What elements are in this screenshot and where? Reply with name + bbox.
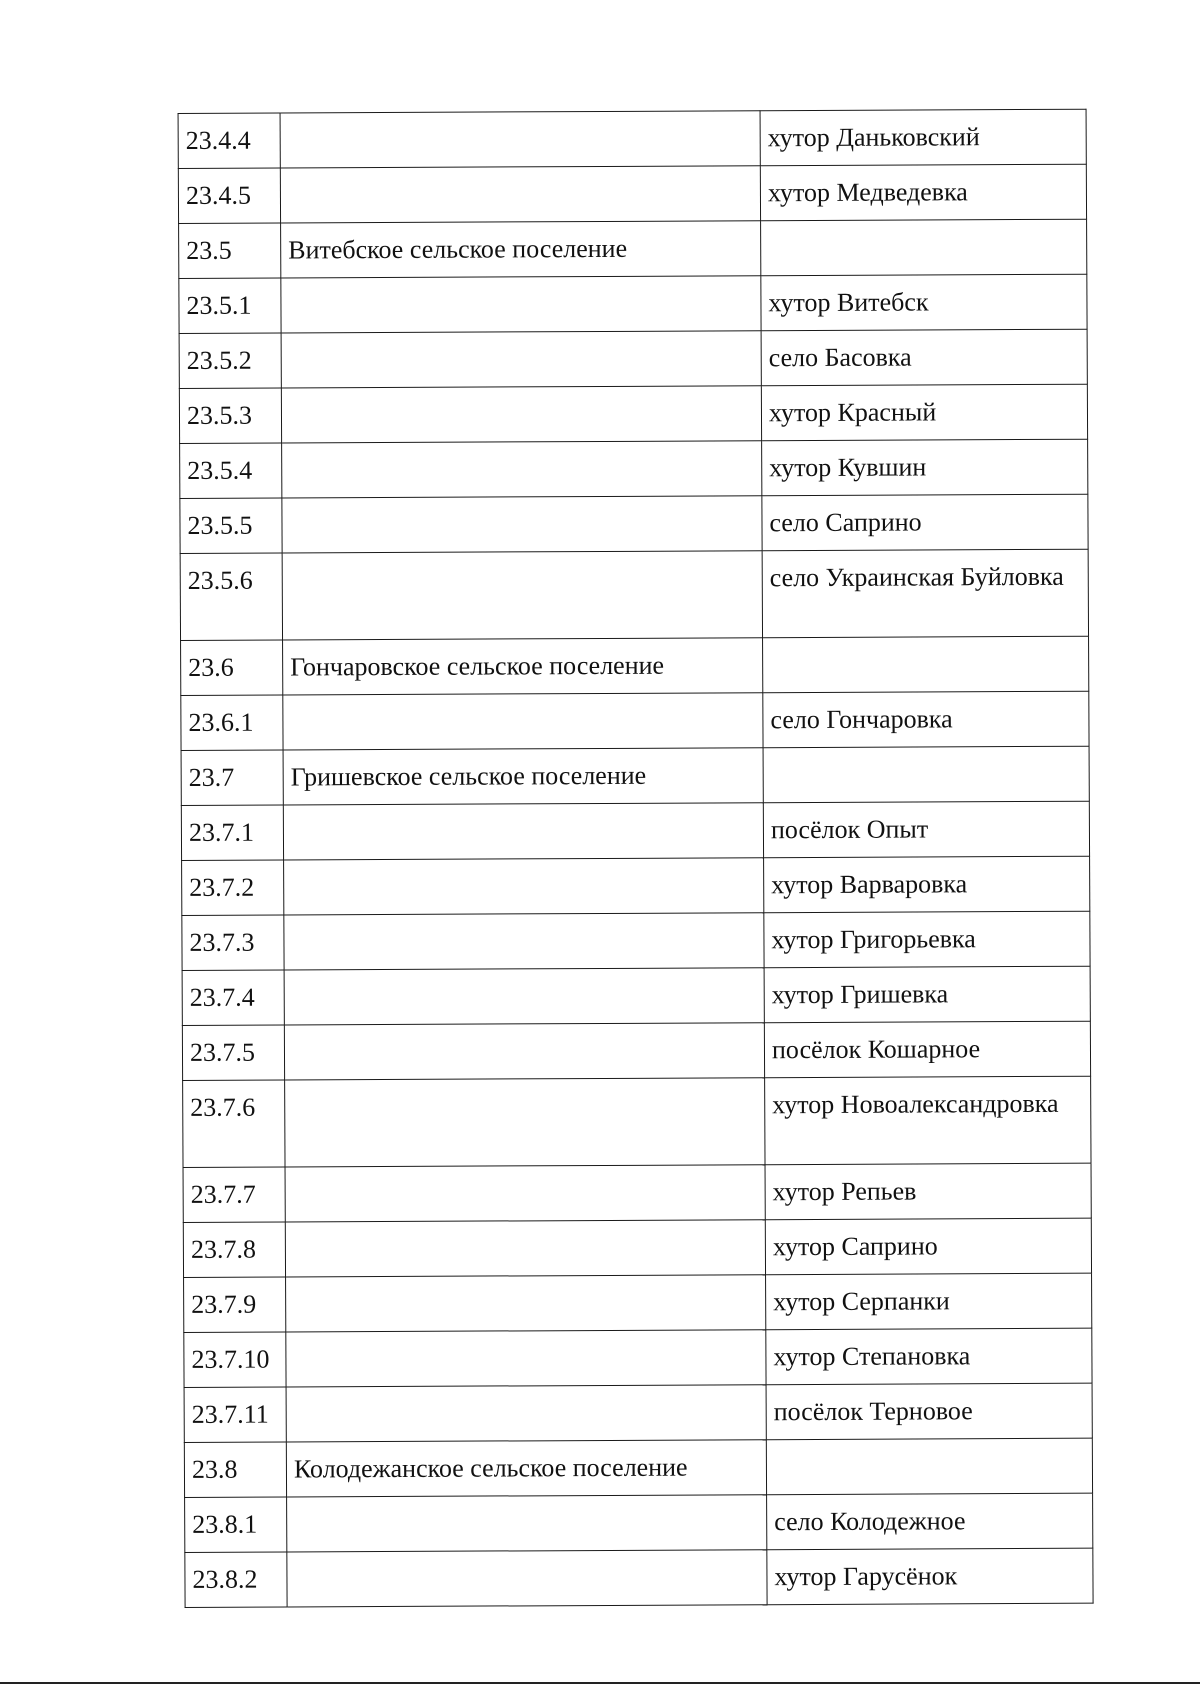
settlement-cell — [285, 1165, 765, 1222]
locality-cell: хутор Витебск — [761, 274, 1087, 331]
code-cell: 23.8.2 — [185, 1552, 287, 1607]
settlement-cell — [281, 331, 761, 388]
settlement-cell: Витебское сельское поселение — [281, 221, 761, 278]
settlement-cell — [286, 1385, 766, 1442]
settlement-cell — [287, 1495, 767, 1552]
locality-cell: хутор Новоалександровка — [765, 1076, 1091, 1165]
table-body — [178, 109, 1093, 1607]
table-row — [185, 1548, 1093, 1607]
locality-cell: село Басовка — [761, 329, 1087, 386]
locality-cell: хутор Варваровка — [764, 856, 1090, 913]
settlement-cell — [282, 551, 762, 640]
locality-cell: село Колодежное — [767, 1493, 1093, 1550]
code-cell: 23.7.1 — [181, 805, 283, 860]
code-cell: 23.4.4 — [178, 113, 280, 168]
table-row — [183, 1163, 1091, 1222]
table-row — [182, 966, 1090, 1025]
settlement-cell — [284, 913, 764, 970]
locality-cell: хутор Даньковский — [760, 109, 1086, 166]
table-row — [179, 219, 1087, 278]
settlements-table — [178, 109, 1094, 1608]
code-cell: 23.5.3 — [179, 388, 281, 443]
code-cell: 23.8.1 — [185, 1497, 287, 1552]
code-cell: 23.5 — [179, 223, 281, 278]
settlement-cell: Колодежанское сельское поселение — [286, 1440, 766, 1497]
locality-cell: хутор Репьев — [765, 1163, 1091, 1220]
settlement-cell — [285, 1220, 765, 1277]
code-cell: 23.7.7 — [183, 1167, 285, 1222]
table-row — [180, 549, 1088, 640]
locality-cell: хутор Саприно — [765, 1218, 1091, 1275]
locality-cell: село Гончаровка — [763, 691, 1089, 748]
locality-cell: хутор Гришевка — [764, 966, 1090, 1023]
table-row — [180, 439, 1088, 498]
table-row — [183, 1076, 1091, 1167]
locality-cell — [766, 1438, 1092, 1495]
table-row — [178, 164, 1086, 223]
settlement-cell — [280, 111, 760, 168]
code-cell: 23.7.2 — [182, 860, 284, 915]
code-cell: 23.5.1 — [179, 278, 281, 333]
locality-cell — [763, 746, 1089, 803]
settlement-cell: Гришевское сельское поселение — [283, 748, 763, 805]
table-row — [181, 691, 1089, 750]
settlement-cell — [281, 276, 761, 333]
locality-cell: посёлок Опыт — [763, 801, 1089, 858]
locality-cell: посёлок Терновое — [766, 1383, 1092, 1440]
table-row — [181, 636, 1089, 695]
settlement-cell — [284, 858, 764, 915]
table-row — [178, 109, 1086, 168]
code-cell: 23.7.11 — [184, 1387, 286, 1442]
table-row — [179, 329, 1087, 388]
settlement-cell: Гончаровское сельское поселение — [283, 638, 763, 695]
code-cell: 23.4.5 — [178, 168, 280, 223]
table-row — [182, 856, 1090, 915]
code-cell: 23.7.8 — [183, 1222, 285, 1277]
table-row — [180, 494, 1088, 553]
locality-cell: хутор Гарусёнок — [767, 1548, 1093, 1605]
settlement-cell — [284, 1023, 764, 1080]
table-row — [184, 1383, 1092, 1442]
table-row — [184, 1328, 1092, 1387]
settlement-cell — [283, 693, 763, 750]
settlement-cell — [282, 496, 762, 553]
table-row — [183, 1218, 1091, 1277]
code-cell: 23.6.1 — [181, 695, 283, 750]
code-cell: 23.7.3 — [182, 915, 284, 970]
locality-cell: хутор Кувшин — [762, 439, 1088, 496]
table-row — [181, 801, 1089, 860]
table-row — [182, 1021, 1090, 1080]
table-row — [179, 384, 1087, 443]
code-cell: 23.6 — [181, 640, 283, 695]
code-cell: 23.7.5 — [182, 1025, 284, 1080]
code-cell: 23.7.6 — [183, 1080, 285, 1167]
locality-cell: хутор Красный — [761, 384, 1087, 441]
code-cell: 23.5.2 — [179, 333, 281, 388]
code-cell: 23.7 — [181, 750, 283, 805]
code-cell: 23.5.6 — [180, 553, 282, 640]
scan-edge-line — [0, 1682, 1200, 1684]
locality-cell — [761, 219, 1087, 276]
code-cell: 23.5.5 — [180, 498, 282, 553]
code-cell: 23.7.4 — [182, 970, 284, 1025]
settlement-cell — [282, 441, 762, 498]
table-row — [182, 911, 1090, 970]
locality-cell: посёлок Кошарное — [764, 1021, 1090, 1078]
settlement-cell — [283, 803, 763, 860]
table-row — [185, 1493, 1093, 1552]
code-cell: 23.8 — [184, 1442, 286, 1497]
table-row — [184, 1273, 1092, 1332]
settlement-cell — [285, 1078, 765, 1167]
settlement-cell — [286, 1330, 766, 1387]
locality-cell: село Саприно — [762, 494, 1088, 551]
table-row — [184, 1438, 1092, 1497]
table-row — [181, 746, 1089, 805]
code-cell: 23.7.10 — [184, 1332, 286, 1387]
settlement-cell — [281, 386, 761, 443]
settlement-cell — [286, 1275, 766, 1332]
locality-cell: хутор Степановка — [766, 1328, 1092, 1385]
table-row — [179, 274, 1087, 333]
locality-cell: хутор Медведевка — [760, 164, 1086, 221]
locality-cell — [763, 636, 1089, 693]
locality-cell: хутор Серпанки — [766, 1273, 1092, 1330]
locality-cell: хутор Григорьевка — [764, 911, 1090, 968]
settlement-cell — [287, 1550, 767, 1607]
locality-cell: село Украинская Буйловка — [762, 549, 1088, 638]
settlement-cell — [280, 166, 760, 223]
code-cell: 23.5.4 — [180, 443, 282, 498]
code-cell: 23.7.9 — [184, 1277, 286, 1332]
settlement-cell — [284, 968, 764, 1025]
